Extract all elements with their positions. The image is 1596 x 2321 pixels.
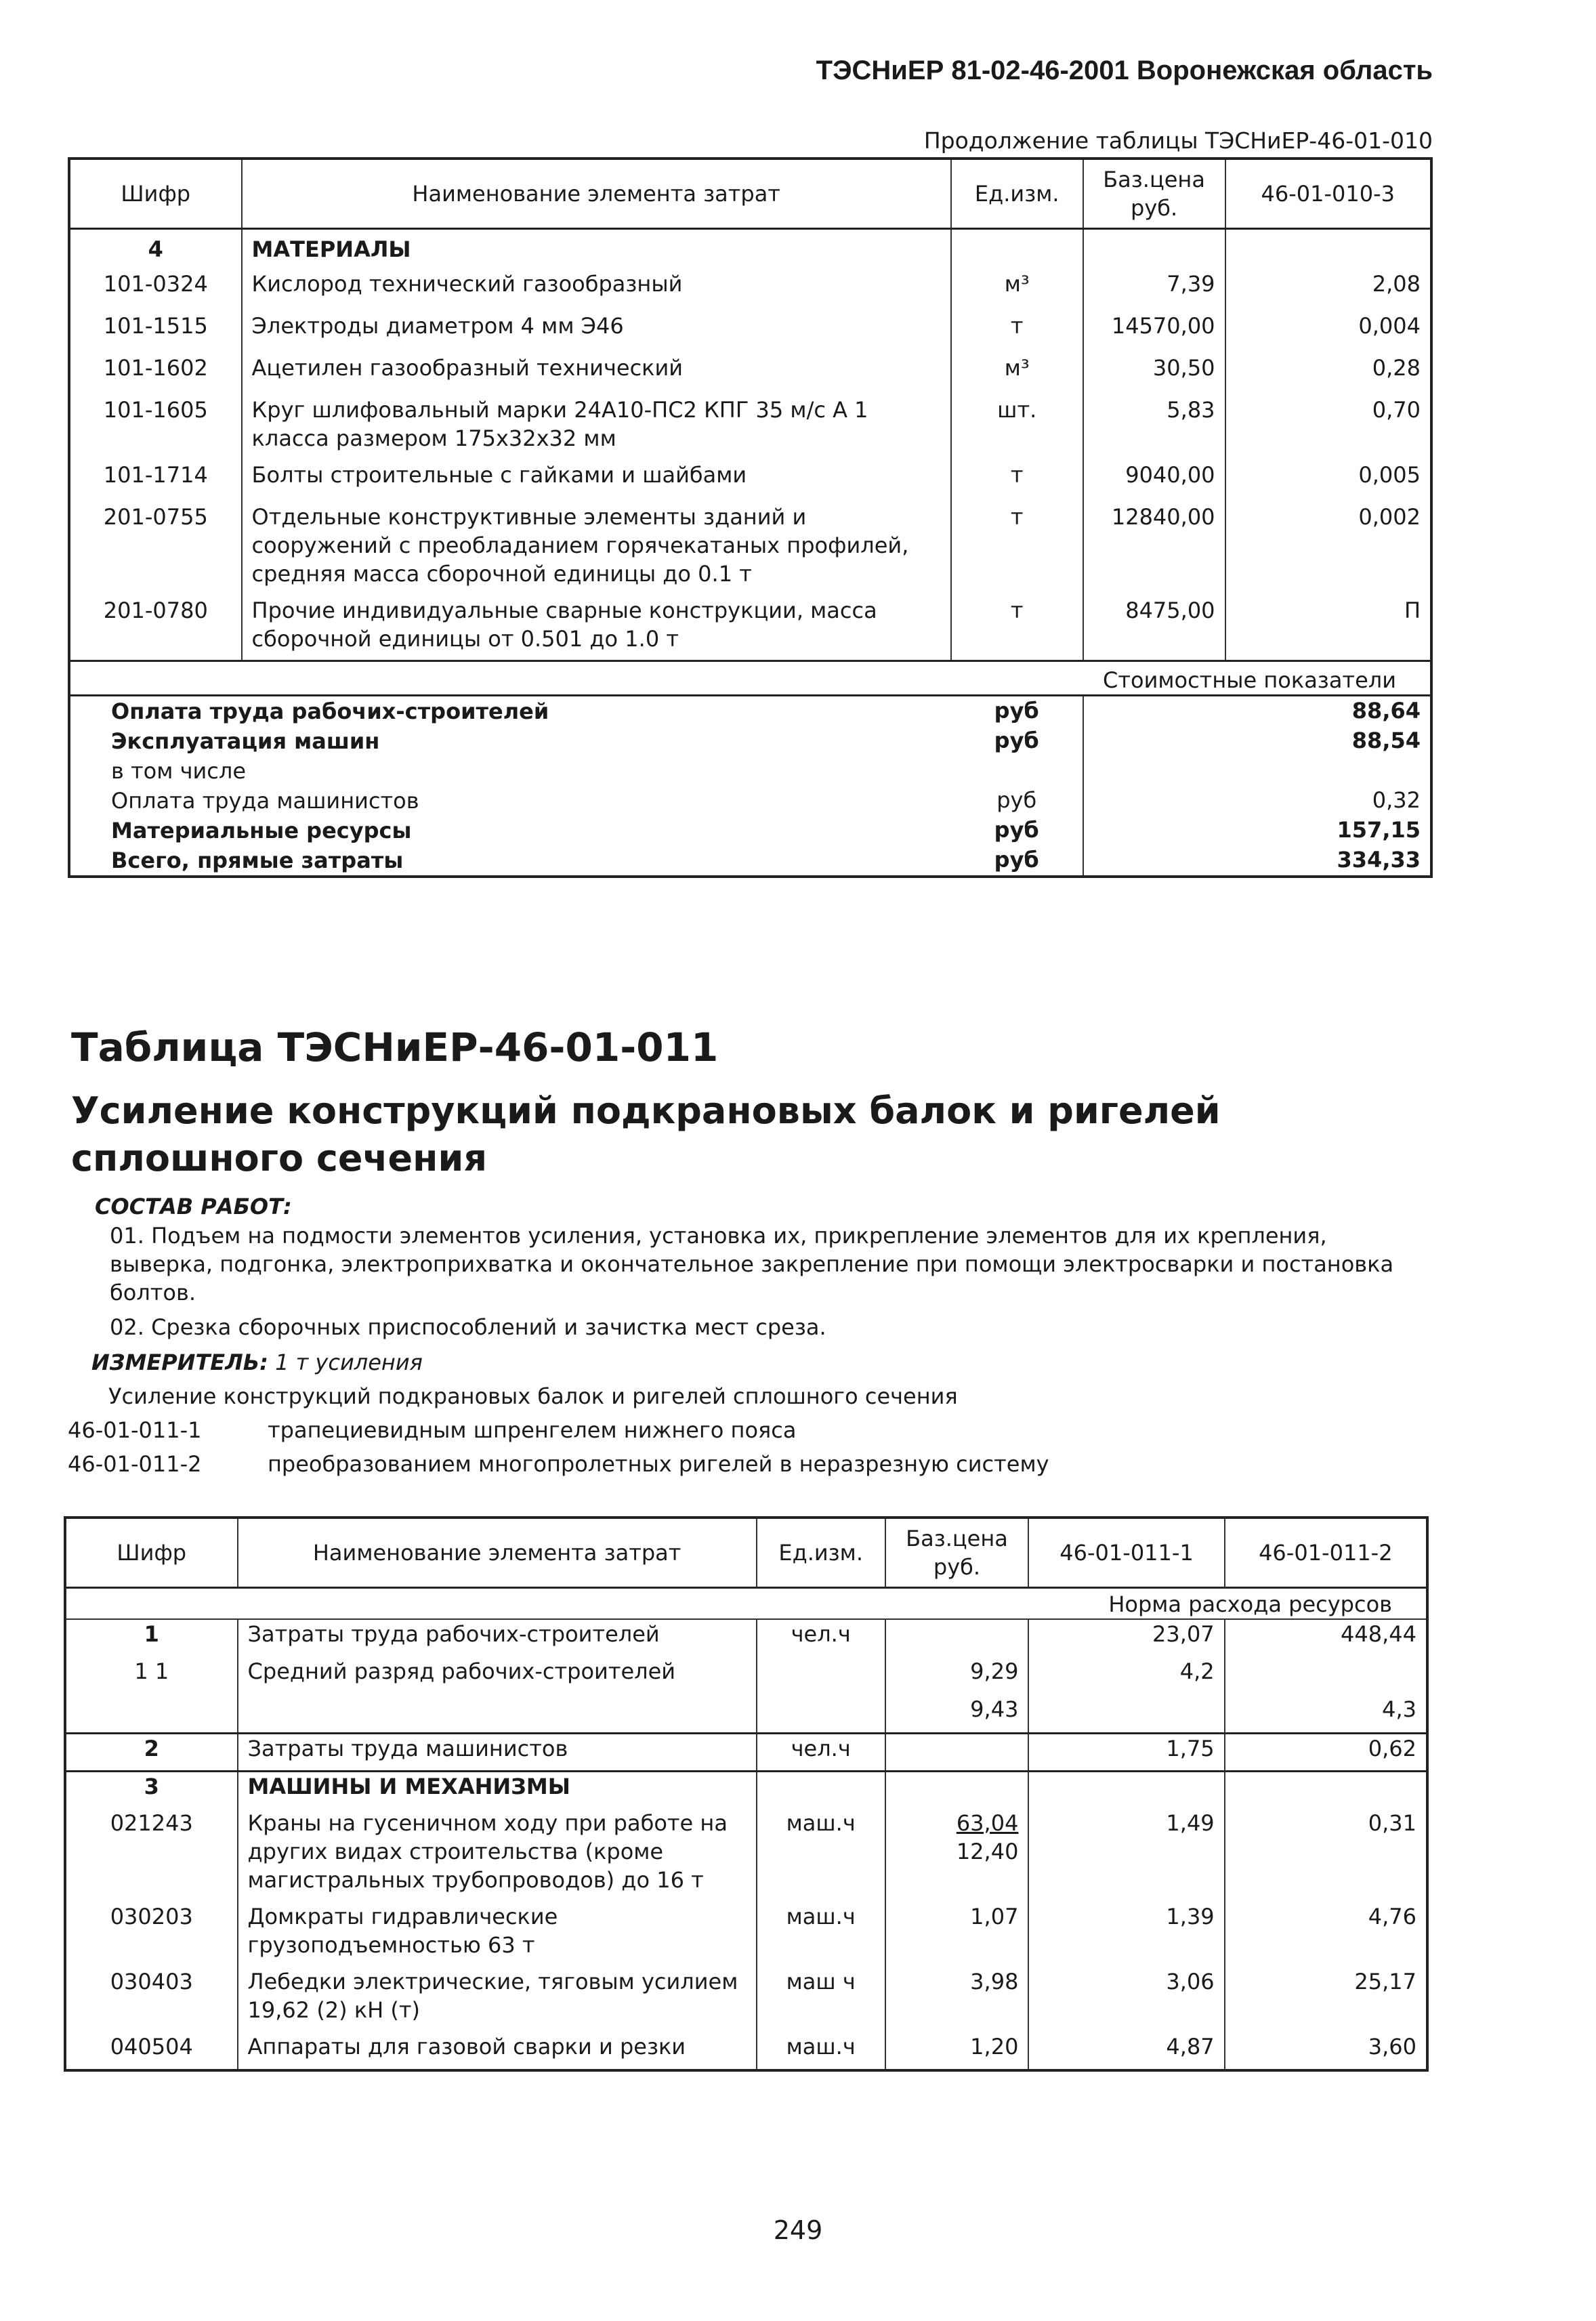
table-row — [65, 2032, 1427, 2070]
cell-unit — [757, 1657, 885, 1695]
cell-value-1: 4,87 — [1028, 2032, 1224, 2070]
table-row — [69, 461, 1431, 503]
section-row — [69, 229, 1431, 270]
cell-value-1: 23,07 — [1028, 1619, 1224, 1657]
section-code: 4 — [148, 236, 163, 263]
cost-label-row — [69, 661, 1431, 696]
col-header: Баз.цена руб. — [885, 1518, 1029, 1588]
col-header: Баз.цена руб. — [1083, 159, 1225, 229]
variant-text: трапециевидным шпренгелем нижнего пояса — [268, 1417, 797, 1443]
cell-name: Лебедки электрические, тяговым усилием 19,62 (2) кН (т) — [238, 1967, 757, 2032]
table-subtitle: Усиление конструкций подкрановых балок и ригелей сплошного сечения — [71, 1089, 1221, 1179]
variant-code: 46-01-011-1 — [68, 1417, 202, 1443]
total-name: Всего, прямые затраты — [111, 848, 404, 873]
cell-price: 30,50 — [1083, 354, 1225, 396]
total-unit: руб — [994, 728, 1039, 753]
cell-name: Затраты труда машинистов — [238, 1733, 757, 1771]
cell-unit: т — [951, 503, 1083, 596]
total-row — [69, 816, 1431, 845]
table-header-row — [69, 159, 1431, 229]
cell-value-2: 3,60 — [1225, 2032, 1427, 2070]
cell-code: 101-1602 — [103, 354, 208, 381]
cell-name: Затраты труда рабочих-строителей — [238, 1619, 757, 1657]
section-name: МАТЕРИАЛЫ — [242, 229, 951, 270]
total-price — [1083, 756, 1225, 786]
cell-value-1: 1,49 — [1028, 1809, 1224, 1902]
meter-value: 1 т усиления — [275, 1350, 423, 1375]
cell-name: Болты строительные с гайками и шайбами — [242, 461, 951, 503]
cell-unit — [757, 1771, 885, 1809]
cell-value-2: 4,76 — [1225, 1902, 1427, 1967]
cell-price: 7,39 — [1083, 270, 1225, 312]
cell-unit — [757, 1695, 885, 1733]
cell-unit: маш ч — [757, 1967, 885, 2032]
cell-value: П — [1225, 596, 1431, 661]
cell-price: 5,83 — [1083, 396, 1225, 461]
cell-price: 14570,00 — [1083, 312, 1225, 354]
total-price — [1083, 726, 1225, 756]
cell-unit: м³ — [951, 270, 1083, 312]
cell-value-1: 4,2 — [1028, 1657, 1224, 1695]
col-header: Наименование элемента затрат — [242, 159, 951, 229]
norm-label-row — [65, 1588, 1427, 1620]
cost-label: Стоимостные показатели — [69, 661, 1431, 696]
cell-code: 101-1605 — [103, 396, 208, 423]
cell-code: 030403 — [110, 1969, 193, 1994]
work-label: СОСТАВ РАБОТ: — [95, 1194, 292, 1219]
table-row — [65, 1771, 1427, 1809]
col-header: 46-01-010-3 — [1225, 159, 1431, 229]
price-value: 63,04 — [956, 1810, 1019, 1836]
cell-value-2 — [1225, 1771, 1427, 1809]
cell-unit: т — [951, 596, 1083, 661]
cell-value: 0,28 — [1225, 354, 1431, 396]
col-header: Шифр — [65, 1518, 238, 1588]
table-row — [65, 1657, 1427, 1695]
total-value: 334,33 — [1337, 847, 1421, 873]
total-name: Материальные ресурсы — [111, 818, 412, 843]
cell-name: Домкраты гидравлические грузоподъемностью 63 т — [238, 1902, 757, 1967]
total-price — [1083, 845, 1225, 877]
cell-name: МАШИНЫ И МЕХАНИЗМЫ — [238, 1771, 757, 1809]
meter-label: ИЗМЕРИТЕЛЬ: — [91, 1350, 268, 1375]
total-value — [1225, 756, 1431, 786]
cell-value-2 — [1225, 1657, 1427, 1695]
cell-price — [885, 1733, 1029, 1771]
cell-price: 9040,00 — [1083, 461, 1225, 503]
cell-value-2: 25,17 — [1225, 1967, 1427, 2032]
work-item-1: 01. Подъем на подмости элементов усиления, установка их, прикрепление элементов для их крепления, выверка, подгонка, электроприхватка и окончательное закрепление при помощи электросварки и постановка болтов. — [110, 1223, 1394, 1305]
cell-value-1: 3,06 — [1028, 1967, 1224, 2032]
page-header: ТЭСНиЕР 81-02-46-2001 Воронежская область — [816, 56, 1433, 85]
table-row — [69, 503, 1431, 596]
cell-name: Ацетилен газообразный технический — [242, 354, 951, 396]
cell-unit: т — [951, 312, 1083, 354]
total-price — [1083, 786, 1225, 816]
total-row — [69, 845, 1431, 877]
table-row — [69, 396, 1431, 461]
total-unit: руб — [994, 817, 1039, 843]
cell-code — [65, 1695, 238, 1733]
meter-desc: Усиление конструкций подкрановых балок и ригелей сплошного сечения — [108, 1383, 958, 1409]
price-value: 3,98 — [970, 1969, 1019, 1994]
total-row — [69, 696, 1431, 727]
norm-label: Норма расхода ресурсов — [65, 1588, 1427, 1620]
cell-unit: шт. — [951, 396, 1083, 461]
table-row — [69, 596, 1431, 661]
cell-unit: м³ — [951, 354, 1083, 396]
cell-code: 030203 — [110, 1904, 193, 1929]
table-row — [69, 312, 1431, 354]
col-header: 46-01-011-2 — [1225, 1518, 1427, 1588]
cell-unit: чел.ч — [757, 1733, 885, 1771]
total-unit: руб — [994, 847, 1039, 873]
cell-name: Кислород технический газообразный — [242, 270, 951, 312]
cell-unit: маш.ч — [757, 1902, 885, 1967]
table-continuation-note: Продолжение таблицы ТЭСНиЕР-46-01-010 — [923, 127, 1433, 154]
cell-name: Средний разряд рабочих-строителей — [238, 1657, 757, 1695]
total-row — [69, 786, 1431, 816]
cell-name: Краны на гусеничном ходу при работе на других видах строительства (кроме магистральных трубопроводов) до 16 т — [238, 1809, 757, 1902]
cell-name: Круг шлифовальный марки 24А10-ПС2 КПГ 35 м/с А 1 класса размером 175х32х32 мм — [242, 396, 951, 461]
cell-code: 1 1 — [134, 1658, 169, 1684]
page-number: 249 — [773, 2215, 823, 2245]
total-value: 0,32 — [1372, 787, 1421, 813]
total-value: 88,54 — [1351, 728, 1421, 753]
cell-price — [885, 1967, 1029, 2032]
cell-price: 12840,00 — [1083, 503, 1225, 596]
col-header: Наименование элемента затрат — [238, 1518, 757, 1588]
total-name: Оплата труда машинистов — [111, 788, 419, 814]
cell-name: Электроды диаметром 4 мм Э46 — [242, 312, 951, 354]
price-value: 9,29 — [970, 1658, 1019, 1684]
resources-table — [64, 1516, 1429, 2072]
cell-code: 201-0780 — [103, 597, 208, 623]
cell-value-2: 448,44 — [1225, 1619, 1427, 1657]
cell-name: Аппараты для газовой сварки и резки — [238, 2032, 757, 2070]
total-row — [69, 726, 1431, 756]
total-unit: руб — [996, 787, 1037, 813]
cell-code: 021243 — [110, 1810, 193, 1836]
cell-price — [885, 1695, 1029, 1733]
cell-value: 0,70 — [1225, 396, 1431, 461]
table-row — [65, 1695, 1427, 1733]
price-value: 1,07 — [970, 1904, 1019, 1929]
cell-code: 101-0324 — [103, 270, 208, 297]
price-value: 9,43 — [970, 1696, 1019, 1722]
price-value: 1,20 — [970, 2034, 1019, 2059]
cell-price — [885, 1619, 1029, 1657]
cell-name — [238, 1695, 757, 1733]
total-name: Оплата труда рабочих-строителей — [111, 698, 549, 724]
cell-value: 2,08 — [1225, 270, 1431, 312]
cell-unit: чел.ч — [757, 1619, 885, 1657]
cell-price — [885, 1809, 1029, 1902]
cell-value: 0,004 — [1225, 312, 1431, 354]
total-unit — [951, 756, 1083, 786]
cell-code: 3 — [144, 1773, 159, 1799]
total-unit: руб — [994, 698, 1039, 724]
col-header: Ед.изм. — [951, 159, 1083, 229]
col-header: Шифр — [69, 159, 242, 229]
cell-value: 0,002 — [1225, 503, 1431, 596]
price-value-2: 12,40 — [956, 1839, 1019, 1864]
cell-code: 1 — [144, 1621, 159, 1647]
cell-value-1: 1,75 — [1028, 1733, 1224, 1771]
cell-value-2: 0,62 — [1225, 1733, 1427, 1771]
cell-value-1: 1,39 — [1028, 1902, 1224, 1967]
cell-price: 8475,00 — [1083, 596, 1225, 661]
total-value: 88,64 — [1351, 698, 1421, 724]
table-row — [65, 1902, 1427, 1967]
total-row — [69, 756, 1431, 786]
materials-table — [68, 157, 1433, 878]
cell-price — [885, 1771, 1029, 1809]
table-row — [65, 1619, 1427, 1657]
total-name: в том числе — [111, 758, 246, 784]
cell-value-2: 4,3 — [1225, 1695, 1427, 1733]
cell-code: 101-1714 — [103, 461, 208, 488]
col-header: 46-01-011-1 — [1028, 1518, 1224, 1588]
cell-unit: маш.ч — [757, 1809, 885, 1902]
total-value: 157,15 — [1337, 817, 1421, 843]
cell-code: 101-1515 — [103, 312, 208, 339]
cell-code: 201-0755 — [103, 503, 208, 530]
cell-name: Прочие индивидуальные сварные конструкции, масса сборочной единицы от 0.501 до 1.0 т — [242, 596, 951, 661]
meter-line — [91, 1348, 423, 1377]
table-row — [65, 1809, 1427, 1902]
cell-unit: т — [951, 461, 1083, 503]
table-row — [65, 1733, 1427, 1771]
total-name: Эксплуатация машин — [111, 728, 380, 754]
total-price — [1083, 816, 1225, 845]
cell-code: 040504 — [110, 2034, 193, 2059]
cell-name: Отдельные конструктивные элементы зданий и сооружений с преобладанием горячекатаных профилей, средняя масса сборочной единицы до 0.1 т — [242, 503, 951, 596]
table-row — [69, 354, 1431, 396]
cell-price — [885, 1657, 1029, 1695]
table-row — [69, 270, 1431, 312]
cell-value-1 — [1028, 1695, 1224, 1733]
cell-code: 2 — [144, 1735, 159, 1761]
variant-code: 46-01-011-2 — [68, 1451, 202, 1477]
variant-text: преобразованием многопролетных ригелей в неразрезную систему — [268, 1451, 1049, 1477]
cell-price — [885, 2032, 1029, 2070]
cell-value-2: 0,31 — [1225, 1809, 1427, 1902]
cell-price — [885, 1902, 1029, 1967]
cell-value-1 — [1028, 1771, 1224, 1809]
table-header-row — [65, 1518, 1427, 1588]
cell-unit: маш.ч — [757, 2032, 885, 2070]
work-item-2: 02. Срезка сборочных приспособлений и зачистка мест среза. — [110, 1314, 826, 1340]
total-price — [1083, 696, 1225, 727]
table-row — [65, 1967, 1427, 2032]
col-header: Ед.изм. — [757, 1518, 885, 1588]
cell-value: 0,005 — [1225, 461, 1431, 503]
table-title: Таблица ТЭСНиЕР-46-01-011 — [71, 1024, 719, 1070]
